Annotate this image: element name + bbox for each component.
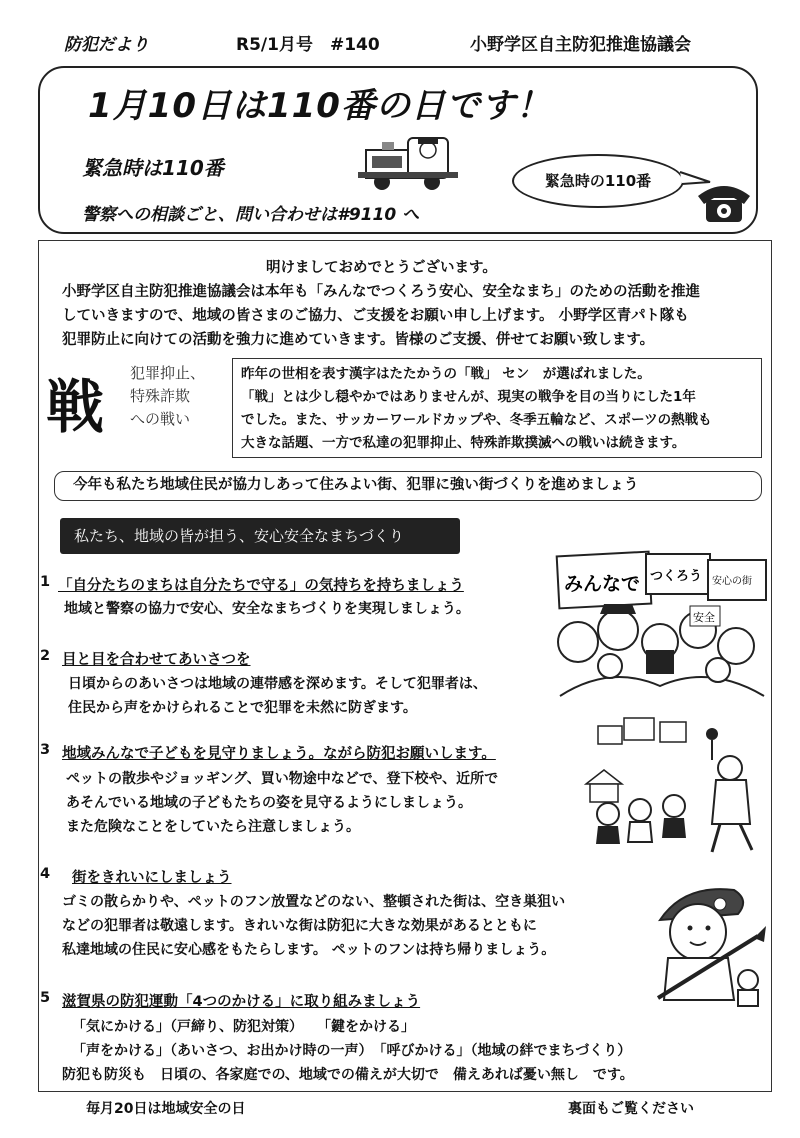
banner-emergency-line: 緊急時は110番 (82, 156, 224, 180)
item-number: 3 (40, 742, 51, 758)
badge-text: 安全 (693, 611, 715, 624)
item-number: 4 (40, 866, 51, 882)
item-body-line: 私達地域の住民に安心感をもたらします。 ペットのフンは持ち帰りましょう。 (62, 942, 556, 958)
item-heading: 目と目を合わせてあいさつを (62, 652, 251, 668)
item-body-line: 防犯も防災も 日頃の、各家庭での、地域での備えが大切で 備えあれば憂い無し です。 (62, 1067, 634, 1083)
banner-headline: 1月10日は110番の日です！ (88, 86, 551, 126)
kanji-of-year: 戦 (46, 373, 105, 441)
footer-safety-day: 毎月20日は地域安全の日 (86, 1101, 246, 1117)
item-body-line: ゴミの散らかりや、ペットのフン放置などのない、整頓された街は、空き巣狙い (62, 894, 566, 910)
item-body-line: 日頃からのあいさつは地域の連帯感を深めます。そして犯罪者は、 (68, 676, 487, 692)
item-heading: 街をきれいにしましょう (72, 870, 232, 886)
item-body (62, 1015, 634, 1087)
item-heading: 「自分たちのまちは自分たちで守る」の気持ちを持ちましょう (58, 578, 464, 594)
item-body-line: 「気にかける」（戸締り、防犯対策） 「鍵をかける」 (72, 1019, 415, 1035)
item-body-line: 住民から声をかけられることで犯罪を未然に防ぎます。 (68, 700, 417, 716)
sign-text: 安心の街 (712, 576, 752, 587)
item-number: 1 (40, 574, 51, 590)
item-number: 2 (40, 648, 51, 664)
children-watch-illustration (584, 714, 772, 856)
community-crowd-illustration (550, 546, 772, 698)
police-car-illustration (352, 128, 464, 198)
item-number: 5 (40, 990, 51, 1006)
item-body-line: 地域と警察の協力で安心、安全なまちづくりを実現しましょう。 (64, 601, 470, 617)
telephone-icon (694, 178, 754, 226)
item-body-line: ペットの散歩やジョッギング、買い物途中などで、登下校や、近所で (66, 771, 499, 787)
banner-consult-line: 警察への相談ごと、問い合わせは#9110 へ (82, 205, 420, 225)
mascot-illustration (654, 880, 770, 1010)
kanji-explanation-line: 大きな話題、一方で私達の犯罪抑止、特殊詐欺撲滅への戦いは続きます。 (241, 435, 686, 451)
item-body (68, 672, 487, 720)
kanji-caption-line: 特殊詐欺 (130, 387, 191, 405)
emergency-speech-bubble: 緊急時の110番 (512, 154, 684, 208)
kanji-caption-line: への戦い (130, 410, 191, 428)
item-heading: 滋賀県の防犯運動「4つのかける」に取り組みましょう (62, 994, 421, 1010)
kanji-explanation-line: でした。また、サッカーワールドカップや、冬季五輪など、スポーツの熱戦も (241, 412, 712, 428)
kanji-explanation-line: 昨年の世相を表す漢字はたたかうの「戦」 セン が選ばれました。 (241, 366, 651, 382)
slogan-box: 今年も私たち地域住民が協力しあって住みよい街、犯罪に強い街づくりを進めましょう (54, 471, 762, 501)
item-body (62, 890, 565, 962)
item-body (66, 767, 498, 839)
issue-number: R5/1月号 #140 (236, 35, 380, 55)
item-body-line: また危険なことをしていたら注意しましょう。 (66, 819, 360, 835)
kanji-caption (130, 362, 205, 431)
organization-name: 小野学区自主防犯推進協議会 (470, 35, 691, 55)
item-body-line: あそんでいる地域の子どもたちの姿を見守るようにしましょう。 (66, 795, 472, 811)
new-year-greeting: 明けましておめでとうございます。 (266, 260, 497, 276)
item-heading: 地域みんなで子どもを見守りましょう。ながら防犯お願いします。 (62, 746, 496, 762)
greeting-paragraph (62, 280, 700, 352)
kanji-explanation-line: 「戦」とは少し穏やかではありませんが、現実の戦争を目の当りにした1年 (241, 389, 696, 405)
sign-text: つくろう (650, 569, 703, 584)
footer-see-reverse: 裏面もご覧ください (568, 1101, 694, 1117)
kanji-explanation-box (232, 358, 762, 458)
kanji-caption-line: 犯罪抑止、 (130, 364, 206, 382)
greeting-line: していきますので、地域の皆さまのご協力、ご支援をお願い申し上げます。 小野学区青パト隊も (62, 308, 689, 324)
newsletter-title: 防犯だより (64, 35, 149, 55)
item-body-line: などの犯罪者は敬遠します。きれいな街は防犯に大きな効果があるとともに (62, 918, 537, 934)
item-body-line: 「声をかける」（あいさつ、お出かけ時の一声） 「呼びかける」（地域の絆でまちづくり） (72, 1043, 632, 1059)
section-title: 私たち、地域の皆が担う、安心安全なまちづくり (60, 518, 460, 554)
greeting-line: 犯罪防止に向けての活動を強力に進めていきます。皆様のご支援、併せてお願い致します。 (62, 332, 655, 348)
item-body (64, 597, 470, 621)
sign-text: みんなで (564, 573, 641, 595)
greeting-line: 小野学区自主防犯推進協議会は本年も「みんなでつくろう安心、安全なまち」のための活動を推進 (62, 284, 700, 300)
